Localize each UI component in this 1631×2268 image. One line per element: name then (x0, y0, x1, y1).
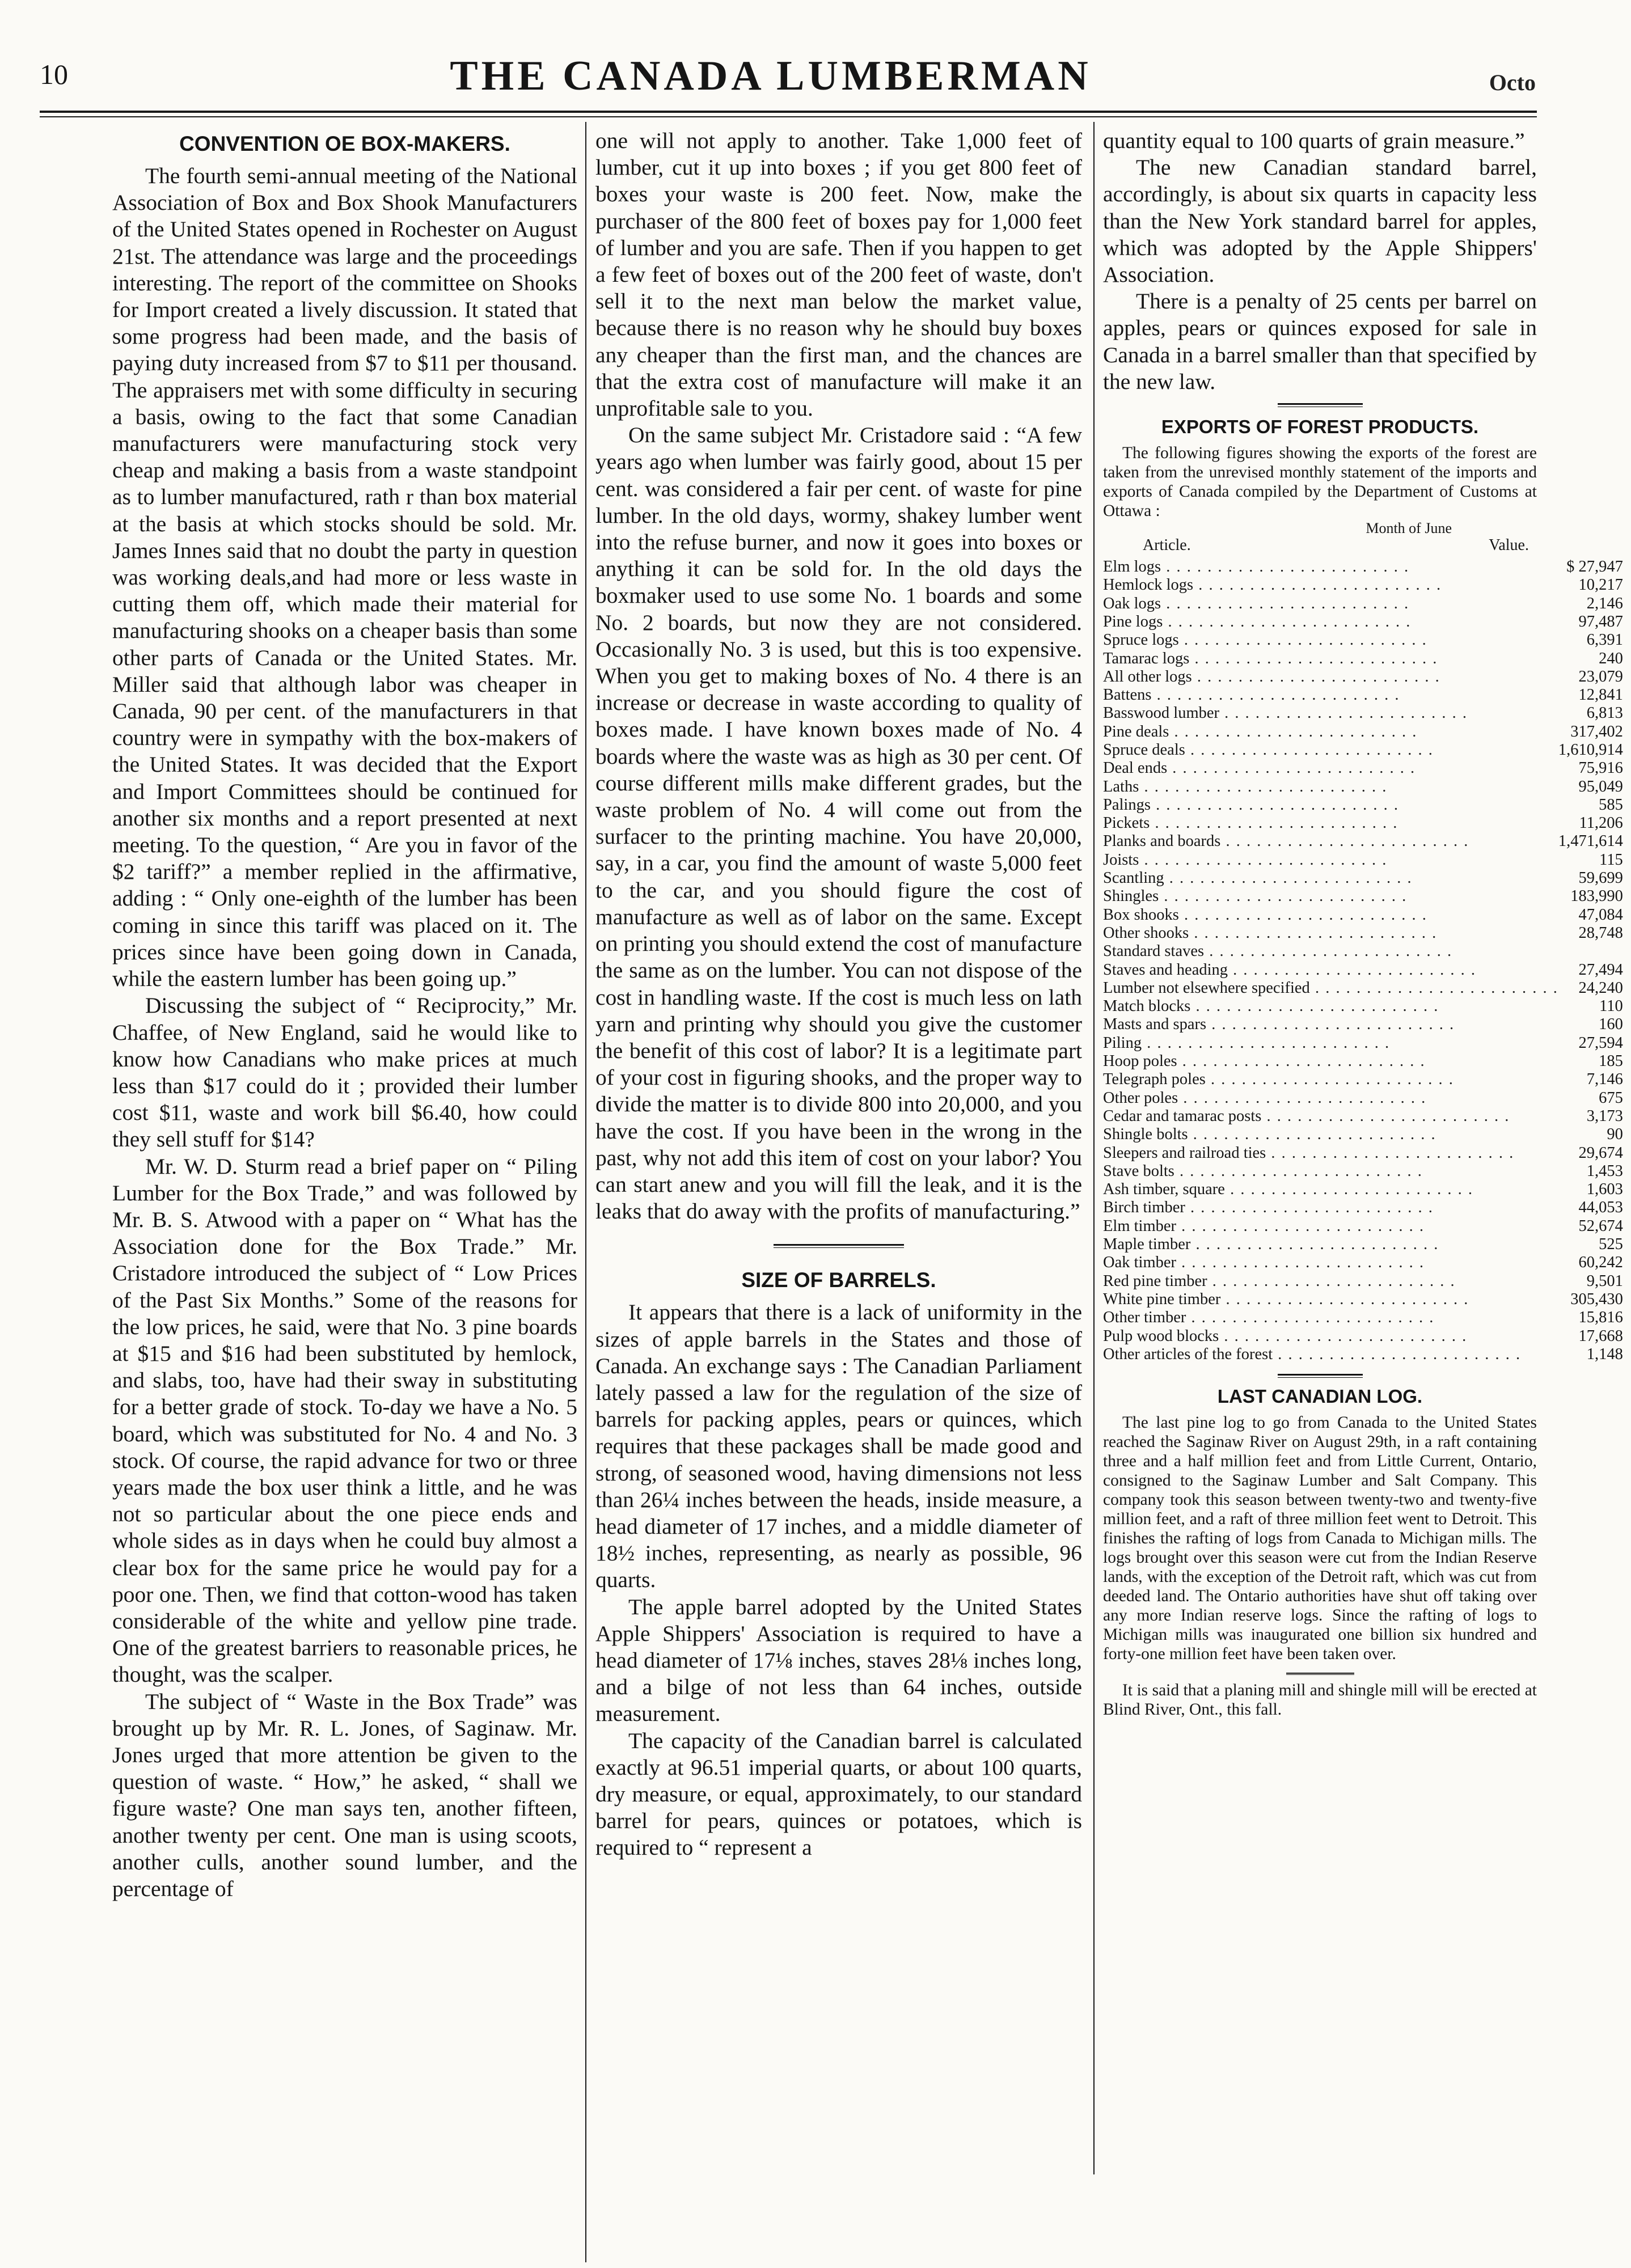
export-article (1103, 924, 1558, 942)
export-article (1103, 961, 1558, 979)
export-value: 317,402 (1570, 722, 1623, 741)
export-article (1103, 741, 1558, 759)
export-value: 29,674 (1578, 1144, 1623, 1162)
leader-dots: . . . . . . . . . . . . . . . . . . . . . . . . (1190, 1235, 1439, 1254)
export-article (1103, 1162, 1558, 1180)
note (1103, 1681, 1537, 1719)
export-article-label: All other logs (1103, 667, 1192, 686)
export-article (1103, 1272, 1558, 1290)
export-article (1103, 906, 1558, 924)
export-article-label: Basswood lumber (1103, 704, 1220, 722)
export-article-label: Shingle bolts (1103, 1125, 1188, 1144)
leader-dots: . . . . . . . . . . . . . . . . . . . . . . . . (1273, 1345, 1522, 1363)
leader-dots: . . . . . . . . . . . . . . . . . . . . . . . . (1167, 759, 1416, 777)
export-value: $ 27,947 (1566, 558, 1623, 576)
export-value: 95,049 (1578, 777, 1623, 796)
export-article (1103, 1254, 1558, 1272)
export-article (1103, 1217, 1558, 1235)
leader-dots: . . . . . . . . . . . . . . . . . . . . . . . . (1142, 1034, 1391, 1052)
export-value: 27,594 (1578, 1034, 1623, 1052)
export-article (1103, 1309, 1558, 1327)
export-article-label: Pulp wood blocks (1103, 1327, 1219, 1345)
export-article-label: Tamarac logs (1103, 649, 1190, 667)
export-article (1103, 759, 1558, 777)
section-separator (1278, 1374, 1363, 1378)
leader-dots: . . . . . . . . . . . . . . . . . . . . . . . . (1159, 887, 1408, 905)
export-article-label: Staves and heading (1103, 960, 1228, 979)
export-article-label: Telegraph poles (1103, 1070, 1206, 1089)
export-article (1103, 1144, 1558, 1162)
export-value: 10,217 (1578, 576, 1623, 594)
export-article (1103, 668, 1558, 686)
section-separator (1278, 403, 1363, 407)
export-article (1103, 1070, 1558, 1089)
export-article-label: Match blocks (1103, 997, 1191, 1015)
export-value: 15,816 (1578, 1309, 1623, 1327)
export-article-label: Pine logs (1103, 612, 1163, 631)
paragraph: The fourth semi-annual meeting of the National Association of Box and Box Shook Manufacturers of the United States opened in Rochester on August 21st. The attendance was large and the proceedings interesting. The report of the committee on Shooks for Import created a lively discussion. It stated that some progress had been made, and the basis of paying duty increased from $7 to $11 per thousand. The appraisers met with some difficulty in securing a basis, owing to the fact that some Canadian manufacturers were manufacturing stock very cheap and making a basis from a waste standpoint as to lumber manufactured, rath r than box material at the basis at which stocks should be sold. Mr. James Innes said that no doubt the party in question was working deals,and had more or less waste in cutting them off, which made their material for manufacturing shooks on a cheaper basis than some other parts of Canada or the United States. Mr. Miller said that although labor was cheaper in Canada, 90 per cent. of the manufacturers in that country were in sympathy with the box-makers of the United States. It was decided that the Export and Import Committees should be continued for another six months and a report presented at next meeting. To the question, “ Are you in favor of the $2 tariff?” a member replied in the affirmative, adding : “ Only one-eighth of the lumber has been coming in since this tariff was placed on it. The prices since have been going down in Canada, while the eastern lumber has been going up.” (112, 163, 577, 992)
export-article (1103, 1199, 1558, 1217)
exports-row (1103, 1089, 1631, 1107)
exports-row (1103, 558, 1631, 576)
export-article (1103, 576, 1558, 594)
export-article (1103, 1345, 1558, 1364)
column-divider (585, 122, 586, 2262)
leader-dots: . . . . . . . . . . . . . . . . . . . . . . . . (1188, 1125, 1436, 1144)
header-rule (40, 111, 1537, 113)
export-value: 97,487 (1578, 612, 1623, 631)
leader-dots: . . . . . . . . . . . . . . . . . . . . . . . . (1224, 1180, 1473, 1199)
export-article (1103, 1125, 1558, 1144)
exports-row (1103, 1162, 1631, 1180)
export-value: 24,240 (1578, 979, 1623, 997)
exports-row (1103, 650, 1631, 668)
paragraph: The capacity of the Canadian barrel is calculated exactly at 96.51 imperial quarts, or about 100 quarts, dry measure, or equal, approximately, to our standard barrel for pears, quinces or potatoes, which is required to “ represent a (595, 1728, 1082, 1860)
section-separator (1286, 1673, 1354, 1675)
exports-month-header: Month of June (1366, 520, 1452, 537)
export-value: 52,674 (1578, 1217, 1623, 1235)
exports-row (1103, 961, 1631, 979)
column-divider (1093, 122, 1095, 2174)
exports-row (1103, 613, 1631, 631)
export-article-label: Palings (1103, 796, 1151, 814)
leader-dots: . . . . . . . . . . . . . . . . . . . . . . . . (1219, 704, 1468, 722)
article-heading-convention: CONVENTION OE BOX-MAKERS. (179, 132, 510, 155)
leader-dots: . . . . . . . . . . . . . . . . . . . . . . . . (1151, 686, 1400, 704)
exports-row (1103, 942, 1631, 960)
leader-dots: . . . . . . . . . . . . . . . . . . . . . . . . (1228, 960, 1477, 979)
exports-row (1103, 924, 1631, 942)
export-value: 305,430 (1570, 1290, 1623, 1308)
export-value: 1,610,914 (1558, 741, 1623, 759)
export-article (1103, 650, 1558, 668)
export-article (1103, 1052, 1558, 1070)
export-article-label: Hoop poles (1103, 1052, 1177, 1070)
export-value: 585 (1599, 796, 1623, 814)
export-value: 44,053 (1578, 1199, 1623, 1217)
export-value: 17,668 (1578, 1327, 1623, 1345)
leader-dots: . . . . . . . . . . . . . . . . . . . . . . . . (1185, 741, 1434, 759)
export-article (1103, 1327, 1558, 1345)
exports-table (1103, 558, 1631, 1364)
export-value: 60,242 (1578, 1254, 1623, 1272)
leader-dots: . . . . . . . . . . . . . . . . . . . . . . . . (1174, 1162, 1423, 1180)
export-article (1103, 558, 1558, 576)
export-article-label: Joists (1103, 850, 1139, 869)
exports-row (1103, 906, 1631, 924)
exports-row (1103, 668, 1631, 686)
export-value: 59,699 (1578, 869, 1623, 887)
export-value: 1,471,614 (1558, 832, 1623, 850)
paragraph: The last pine log to go from Canada to the United States reached the Saginaw River on August 29th, in a raft containing three and a half million feet and from Little Current, Ontario, consigned to the Saginaw Lumber and Salt Company. This company took this season between twenty-two and twenty-five million feet, and a raft of three million feet went to Detroit. This finishes the rafting of logs from Canada to Michigan mills. The logs brought over this season were cut from the Indian Reserve lands, with the exception of the Detroit raft, which was cut from deeded land. The Ontario authorities have shut off taking over any more Indian reserve logs. Since the rafting of logs to Michigan mills was inaugurated one billion six hundred and forty-one million feet have been taken over. (1103, 1414, 1537, 1664)
export-article-label: Pine deals (1103, 722, 1169, 741)
export-article (1103, 1290, 1558, 1309)
leader-dots: . . . . . . . . . . . . . . . . . . . . . . . . (1261, 1107, 1510, 1125)
exports-row (1103, 1235, 1631, 1254)
paragraph: Mr. W. D. Sturm read a brief paper on “ Piling Lumber for the Box Trade,” and was followed by Mr. B. S. Atwood with a paper on “ What has the Association done for the Box Trade.” Mr. Cristadore introduced the subject of “ Low Prices of the Past Six Months.” Some of the reasons for the low prices, he said, were that No. 3 pine boards at $15 and $16 had been substituted by hemlock, and slabs, too, have had their sway in substituting for a better grade of stock. To-day we have a No. 5 board, which was substituted for No. 4 and No. 3 stock. Of course, the rapid advance for two or three years made the box user think a little, and he was not so particular about the one piece ends and whole sides as in days when he could buy almost a clear box for the same price he would pay for a poor one. Then, we find that cotton-wood has taken considerable of the white and yellow pine trade. One of the greatest barriers to reasonable prices, he thought, was the scalper. (112, 1153, 577, 1687)
exports-row (1103, 1199, 1631, 1217)
export-article (1103, 796, 1558, 814)
exports-row (1103, 979, 1631, 997)
export-value: 1,603 (1586, 1180, 1623, 1199)
export-article (1103, 1034, 1558, 1052)
export-article (1103, 704, 1558, 722)
leader-dots: . . . . . . . . . . . . . . . . . . . . . . . . (1163, 612, 1412, 631)
issue-month: Octo (1489, 70, 1536, 95)
export-value: 75,916 (1578, 759, 1623, 777)
leader-dots: . . . . . . . . . . . . . . . . . . . . . . . . (1219, 1327, 1468, 1345)
export-article (1103, 631, 1558, 649)
export-article-label: Ash timber, square (1103, 1180, 1225, 1199)
export-article (1103, 778, 1558, 796)
export-article (1103, 869, 1558, 887)
exports-row (1103, 1180, 1631, 1199)
export-value: 23,079 (1578, 667, 1623, 686)
article-heading-barrels: SIZE OF BARRELS. (741, 1268, 936, 1292)
export-article-label: Elm logs (1103, 558, 1161, 576)
export-value: 27,494 (1578, 960, 1623, 979)
export-value: 675 (1599, 1089, 1623, 1107)
export-article-label: White pine timber (1103, 1290, 1221, 1308)
export-article (1103, 686, 1558, 704)
export-article-label: Piling (1103, 1034, 1142, 1052)
export-article-label: Oak logs (1103, 594, 1161, 612)
export-value: 240 (1599, 649, 1623, 667)
export-article-label: Other shooks (1103, 924, 1189, 942)
paragraph: The apple barrel adopted by the United States Apple Shippers' Association is required to have a head diameter of 17⅛ inches, staves 28⅛ inches long, and a bilge of not less than 64 inches, outside measurement. (595, 1594, 1082, 1727)
export-article (1103, 595, 1558, 613)
exports-table-body (1103, 558, 1631, 1364)
export-article-label: Cedar and tamarac posts (1103, 1107, 1262, 1125)
column-3 (1103, 128, 1623, 1719)
export-article-label: Shingles (1103, 887, 1159, 905)
leader-dots: . . . . . . . . . . . . . . . . . . . . . . . . (1266, 1144, 1515, 1162)
article-heading-exports: EXPORTS OF FOREST PRODUCTS. (1161, 416, 1479, 438)
exports-row (1103, 1034, 1631, 1052)
leader-dots: . . . . . . . . . . . . . . . . . . . . . . . . (1139, 850, 1388, 869)
export-article (1103, 1180, 1558, 1199)
export-value: 183,990 (1570, 887, 1623, 905)
paragraph: Discussing the subject of “ Reciprocity,” Mr. Chaffee, of New England, said he would like to know how Canadians who make prices at much less than $17 could do it ; provided their lumber cost $11, waste and work bill $6.40, how could they sell stuff for $14? (112, 993, 577, 1152)
page-number: 10 (40, 58, 68, 90)
exports-row (1103, 631, 1631, 649)
leader-dots: . . . . . . . . . . . . . . . . . . . . . . . . (1161, 558, 1410, 576)
export-article (1103, 979, 1558, 997)
exports-value-header: Value. (1489, 536, 1529, 555)
export-article-label: Battens (1103, 686, 1152, 704)
exports-row (1103, 832, 1631, 850)
exports-intro-text: The following figures showing the exports of the forest are taken from the unrevised monthly statement of the imports and exports of Canada compiled by the Department of Customs at Ottawa : (1103, 444, 1537, 521)
paragraph: The new Canadian standard barrel, accordingly, is about six quarts in capacity less than the New York standard barrel for apples, which was adopted by the Apple Shippers' Association. (1103, 155, 1537, 287)
exports-row (1103, 741, 1631, 759)
export-article (1103, 1015, 1558, 1034)
exports-row (1103, 1107, 1631, 1125)
export-article-label: Red pine timber (1103, 1272, 1207, 1290)
leader-dots: . . . . . . . . . . . . . . . . . . . . . . . . (1204, 942, 1453, 960)
export-article-label: Other articles of the forest (1103, 1345, 1273, 1363)
exports-row (1103, 595, 1631, 613)
export-value: 28,748 (1578, 924, 1623, 942)
exports-row (1103, 796, 1631, 814)
exports-row (1103, 759, 1631, 777)
export-article-label: Elm timber (1103, 1217, 1177, 1235)
export-value: 1,453 (1586, 1162, 1623, 1180)
export-article-label: Oak timber (1103, 1254, 1177, 1272)
leader-dots: . . . . . . . . . . . . . . . . . . . . . . . . (1193, 576, 1442, 594)
exports-row (1103, 686, 1631, 704)
export-article-label: Other timber (1103, 1309, 1186, 1327)
export-value: 47,084 (1578, 905, 1623, 924)
paragraph: The subject of “ Waste in the Box Trade” was brought up by Mr. R. L. Jones, of Saginaw. Mr. Jones urged that more attention be given to the question of waste. “ How,” he asked, “ shall we figure waste? One man says ten, another fifteen, another twenty per cent. One man is using scoots, another culls, another sound lumber, and the percentage of (112, 1689, 577, 1901)
export-article-label: Other poles (1103, 1089, 1178, 1107)
export-article-label: Stave bolts (1103, 1162, 1174, 1180)
export-article (1103, 723, 1558, 741)
section-separator (774, 1244, 904, 1248)
export-article-label: Spruce deals (1103, 741, 1185, 759)
export-article-label: Birch timber (1103, 1199, 1185, 1217)
exports-row (1103, 723, 1631, 741)
leader-dots: . . . . . . . . . . . . . . . . . . . . . . . . (1189, 924, 1438, 942)
leader-dots: . . . . . . . . . . . . . . . . . . . . . . . . (1178, 1089, 1427, 1107)
exports-row (1103, 869, 1631, 887)
export-article-label: Maple timber (1103, 1235, 1191, 1254)
header-rule-thin (40, 116, 1537, 117)
last-log-article (1103, 1413, 1537, 1664)
export-article (1103, 814, 1558, 832)
column-1 (112, 128, 577, 1902)
exports-row (1103, 1144, 1631, 1162)
export-article-label: Sleepers and railroad ties (1103, 1144, 1266, 1162)
leader-dots: . . . . . . . . . . . . . . . . . . . . . . . . (1207, 1272, 1456, 1290)
export-article (1103, 851, 1558, 869)
export-value: 6,813 (1586, 704, 1623, 722)
exports-row (1103, 704, 1631, 722)
paragraph: On the same subject Mr. Cristadore said : “A few years ago when lumber was fairly good, about 15 per cent. was considered a fair per cent. of waste for pine lumber. In the old days, wormy, shakey lumber went into the refuse burner, and now it goes into boxes or anything it can be sold for. In the old days the boxmaker used to use some No. 1 boards and some No. 2 boards, but now they are not considered. Occasionally No. 3 is used, but this is too expensive. When you get to making boxes of No. 4 there is an increase or decrease in waste according to quality of boxes made. I have known boxes made of No. 4 boards where the waste was as high as 30 per cent. Of course different mills make different grades, but the waste problem of No. 4 will come out from the surfacer to the printing machine. You have 20,000, say, in a car, you find the amount of waste 5,000 feet to the car, and you should figure the cost of manufacture as well as of labor on the same. Except on printing you should extend the cost of manufacture the same as on the lumber. You can not dispose of the cost in handling waste. If the cost is much less on lath yarn and printing why should you give the customer the benefit of this cost of labor? It is a legitimate part of your cost in figuring shooks, and the proper way to divide the matter is to divide 800 into 20,000, and you have the cost. If you have been in the wrong in the past, why not add this item of cost on your labor? You can start anew and you will fill the leak, and it is the leaks that do away with the profits of manufacturing.” (595, 422, 1082, 1224)
export-value: 110 (1599, 997, 1623, 1015)
export-value: 115 (1599, 850, 1623, 869)
export-value: 185 (1599, 1052, 1623, 1070)
export-article-label: Pickets (1103, 814, 1150, 832)
note-text: It is said that a planing mill and shingle mill will be erected at Blind River, Ont., this fall. (1103, 1681, 1537, 1719)
exports-row (1103, 1052, 1631, 1070)
exports-row (1103, 1272, 1631, 1290)
export-article-label: Box shooks (1103, 905, 1179, 924)
export-value: 3,173 (1586, 1107, 1623, 1125)
exports-article-header: Article. (1143, 536, 1191, 555)
exports-row (1103, 887, 1631, 905)
exports-row (1103, 1015, 1631, 1034)
export-article (1103, 832, 1558, 850)
leader-dots: . . . . . . . . . . . . . . . . . . . . . . . . (1220, 832, 1469, 850)
paragraph: one will not apply to another. Take 1,000 feet of lumber, cut it up into boxes ; if you get 800 feet of boxes your waste is 200 feet. Now, make the purchaser of the 800 feet of boxes pay for 1,000 feet of lumber and you are safe. Then if you happen to get a few feet of boxes out of the 200 feet of waste, don't sell it to the next man below the market value, because there is no reason why he should buy boxes any cheaper than the first man, and the chances are that the extra cost of manufacture will make it an unprofitable sale to you. (595, 128, 1082, 421)
export-value: 2,146 (1586, 594, 1623, 612)
leader-dots: . . . . . . . . . . . . . . . . . . . . . . . . (1139, 777, 1388, 796)
exports-row (1103, 1345, 1631, 1364)
column-2 (595, 128, 1082, 1861)
leader-dots: . . . . . . . . . . . . . . . . . . . . . . . . (1178, 905, 1427, 924)
export-article-label: Planks and boards (1103, 832, 1221, 850)
exports-row (1103, 814, 1631, 832)
export-article-label: Masts and spars (1103, 1015, 1207, 1034)
leader-dots: . . . . . . . . . . . . . . . . . . . . . . . . (1206, 1015, 1455, 1034)
export-article-label: Scantling (1103, 869, 1164, 887)
export-value: 6,391 (1586, 631, 1623, 649)
paragraph: There is a penalty of 25 cents per barrel on apples, pears or quinces exposed for sale in Canada in a barrel smaller than that specified by the new law. (1103, 289, 1537, 394)
exports-intro (1103, 443, 1537, 521)
leader-dots: . . . . . . . . . . . . . . . . . . . . . . . . (1189, 649, 1438, 667)
export-article-label: Standard staves (1103, 942, 1205, 960)
exports-row (1103, 851, 1631, 869)
leader-dots: . . . . . . . . . . . . . . . . . . . . . . . . (1150, 814, 1398, 832)
leader-dots: . . . . . . . . . . . . . . . . . . . . . . . . (1178, 631, 1427, 649)
export-value: 1,148 (1586, 1345, 1623, 1363)
leader-dots: . . . . . . . . . . . . . . . . . . . . . . . . (1309, 979, 1558, 997)
exports-row (1103, 1125, 1631, 1144)
export-value: 11,206 (1579, 814, 1623, 832)
leader-dots: . . . . . . . . . . . . . . . . . . . . . . . . (1177, 1052, 1426, 1070)
export-article (1103, 1235, 1558, 1254)
article-heading-last-log: LAST CANADIAN LOG. (1217, 1386, 1423, 1407)
exports-row (1103, 1290, 1631, 1309)
leader-dots: . . . . . . . . . . . . . . . . . . . . . . . . (1169, 722, 1418, 741)
leader-dots: . . . . . . . . . . . . . . . . . . . . . . . . (1186, 1309, 1435, 1327)
exports-row (1103, 1309, 1631, 1327)
export-value: 525 (1599, 1235, 1623, 1254)
export-article (1103, 1107, 1558, 1125)
export-article (1103, 997, 1558, 1015)
paragraph: It appears that there is a lack of uniformity in the sizes of apple barrels in the States and those of Canada. An exchange says : The Canadian Parliament lately passed a law for the regulation of the size of barrels for packing apples, pears or quinces, which requires that these packages shall be made good and strong, of seasoned wood, having dimensions not less than 26¼ inches between the heads, inside measure, a head diameter of 17 inches, and a middle diameter of 18½ inches, representing, as nearly as possible, 96 quarts. (595, 1300, 1082, 1593)
exports-column-headers (1103, 536, 1537, 555)
exports-row (1103, 576, 1631, 594)
export-value (1558, 942, 1631, 960)
export-article-label: Spruce logs (1103, 631, 1179, 649)
exports-row (1103, 1254, 1631, 1272)
leader-dots: . . . . . . . . . . . . . . . . . . . . . . . . (1185, 1199, 1434, 1217)
export-value: 160 (1599, 1015, 1623, 1034)
export-article-label: Laths (1103, 777, 1139, 796)
leader-dots: . . . . . . . . . . . . . . . . . . . . . . . . (1191, 667, 1440, 686)
export-article-label: Hemlock logs (1103, 576, 1194, 594)
exports-row (1103, 997, 1631, 1015)
leader-dots: . . . . . . . . . . . . . . . . . . . . . . . . (1176, 1254, 1425, 1272)
export-article (1103, 942, 1558, 960)
export-article (1103, 887, 1558, 905)
exports-row (1103, 1327, 1631, 1345)
export-value: 90 (1607, 1125, 1623, 1144)
export-value: 7,146 (1586, 1070, 1623, 1089)
export-value: 12,841 (1578, 686, 1623, 704)
exports-row (1103, 1217, 1631, 1235)
export-article (1103, 1089, 1558, 1107)
leader-dots: . . . . . . . . . . . . . . . . . . . . . . . . (1161, 594, 1410, 612)
leader-dots: . . . . . . . . . . . . . . . . . . . . . . . . (1164, 869, 1413, 887)
leader-dots: . . . . . . . . . . . . . . . . . . . . . . . . (1220, 1290, 1469, 1308)
exports-row (1103, 778, 1631, 796)
leader-dots: . . . . . . . . . . . . . . . . . . . . . . . . (1190, 997, 1439, 1015)
export-article (1103, 613, 1558, 631)
export-value: 9,501 (1586, 1272, 1623, 1290)
export-article-label: Deal ends (1103, 759, 1168, 777)
exports-row (1103, 1070, 1631, 1089)
leader-dots: . . . . . . . . . . . . . . . . . . . . . . . . (1150, 796, 1399, 814)
paragraph: quantity equal to 100 quarts of grain measure.” (1103, 128, 1525, 153)
leader-dots: . . . . . . . . . . . . . . . . . . . . . . . . (1205, 1070, 1454, 1089)
masthead-title: THE CANADA LUMBERMAN (450, 53, 1092, 99)
export-article-label: Lumber not elsewhere specified (1103, 979, 1310, 997)
leader-dots: . . . . . . . . . . . . . . . . . . . . . . . . (1176, 1217, 1425, 1235)
